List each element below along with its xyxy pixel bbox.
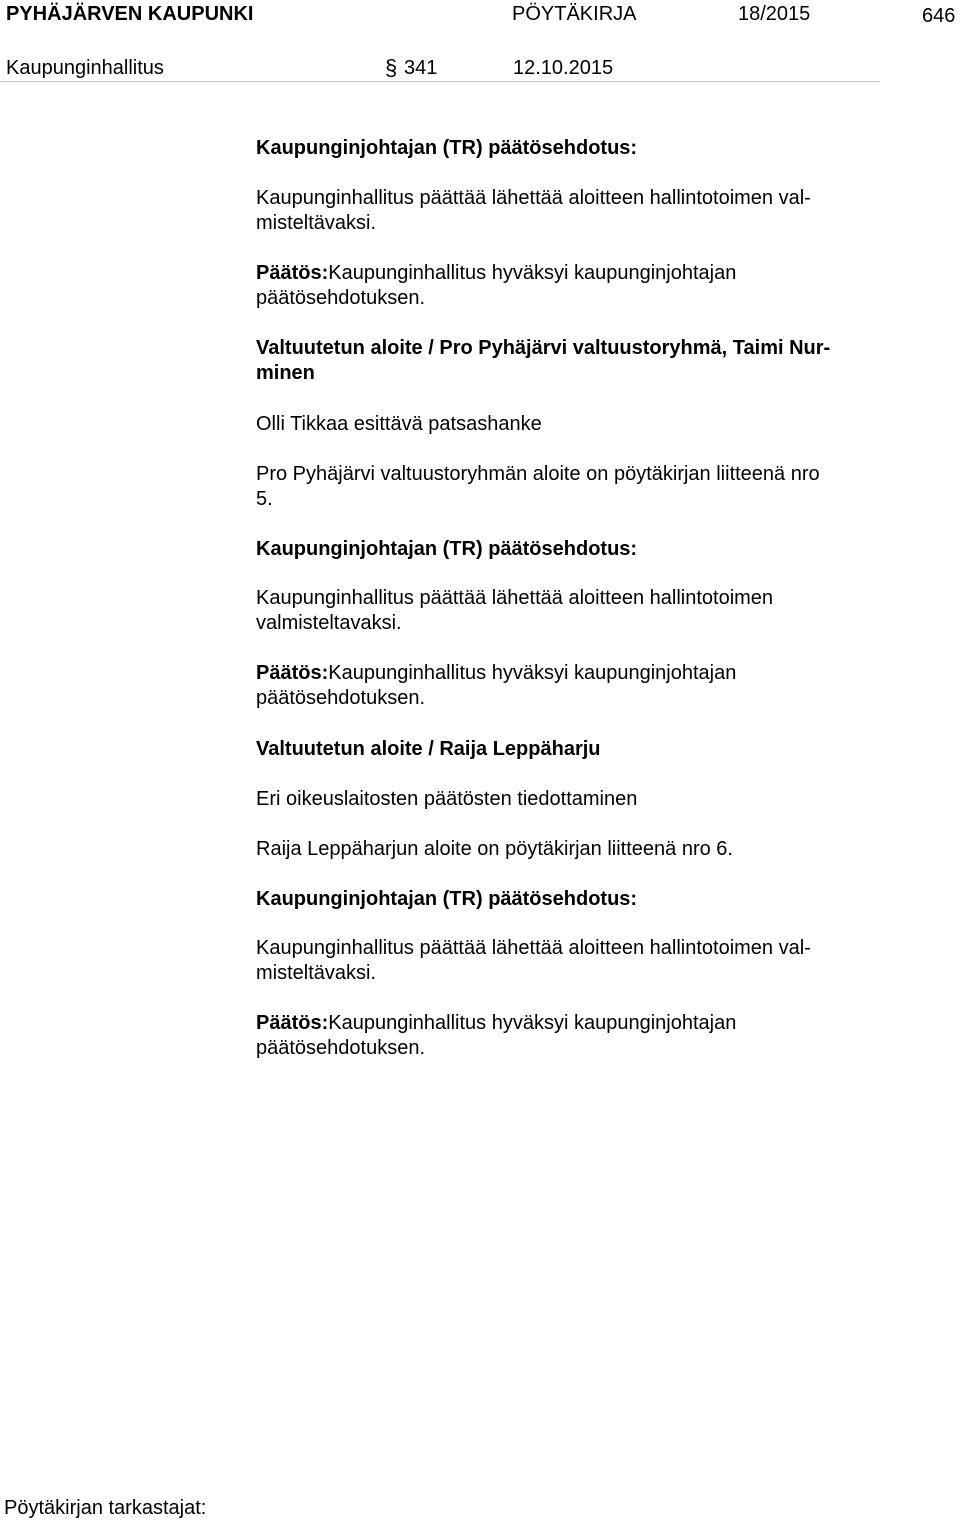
document-type: PÖYTÄKIRJA	[512, 3, 637, 25]
decision-label: Päätös:	[256, 262, 329, 284]
attachment-note-line: Pro Pyhäjärvi valtuustoryhmän aloite on pöytäkirjan liitteenä nro	[256, 463, 820, 485]
initiative-title: Valtuutetun aloite / Raija Leppäharju	[256, 738, 601, 760]
proposal-text	[256, 586, 866, 636]
decision-text: päätösehdotuksen.	[256, 687, 426, 709]
initiative-title-line: minen	[256, 362, 315, 384]
proposal-text	[256, 186, 866, 236]
meeting-date: 12.10.2015	[513, 57, 614, 79]
document-number: 18/2015	[738, 3, 811, 25]
decision-label: Päätös:	[256, 662, 329, 684]
attachment-note-line: 5.	[256, 488, 273, 510]
section-number: 341	[404, 57, 438, 79]
section-symbol: §	[385, 55, 398, 80]
attachment-note: Raija Leppäharjun aloite on pöytäkirjan liitteenä nro 6.	[256, 838, 733, 860]
decision-text: Kaupunginhallitus hyväksyi kaupunginjohtajan	[328, 662, 737, 684]
reviewers-label: Pöytäkirjan tarkastajat:	[4, 1497, 207, 1519]
decision-block	[256, 1011, 866, 1061]
page-number: 646	[922, 5, 956, 27]
decision-text: Kaupunginhallitus hyväksyi kaupunginjohtajan	[328, 262, 737, 284]
header-divider	[0, 81, 880, 82]
decision-label: Päätös:	[256, 1012, 329, 1034]
initiative-title-line: Valtuutetun aloite / Pro Pyhäjärvi valtuustoryhmä, Taimi Nur-	[256, 337, 831, 359]
proposal-heading: Kaupunginjohtajan (TR) päätösehdotus:	[256, 888, 638, 910]
body-name: Kaupunginhallitus	[6, 57, 164, 79]
organization-name: PYHÄJÄRVEN KAUPUNKI	[6, 3, 254, 25]
initiative-subject: Olli Tikkaa esittävä patsashanke	[256, 413, 542, 435]
decision-block	[256, 661, 866, 711]
proposal-heading: Kaupunginjohtajan (TR) päätösehdotus:	[256, 538, 638, 560]
proposal-text-line: valmisteltavaksi.	[256, 612, 402, 634]
decision-text: Kaupunginhallitus hyväksyi kaupunginjohtajan	[328, 1012, 737, 1034]
proposal-heading: Kaupunginjohtajan (TR) päätösehdotus:	[256, 137, 638, 159]
initiative-subject: Eri oikeuslaitosten päätösten tiedottaminen	[256, 788, 638, 810]
proposal-text-line: Kaupunginhallitus päättää lähettää aloitteen hallintotoimen	[256, 587, 774, 609]
decision-block	[256, 261, 866, 311]
proposal-text-line: Kaupunginhallitus päättää lähettää aloitteen hallintotoimen val-	[256, 187, 811, 209]
proposal-text-line: misteltävaksi.	[256, 212, 377, 234]
proposal-text-line: Kaupunginhallitus päättää lähettää aloitteen hallintotoimen val-	[256, 937, 811, 959]
decision-text: päätösehdotuksen.	[256, 1037, 426, 1059]
decision-text: päätösehdotuksen.	[256, 287, 426, 309]
initiative-title	[256, 336, 866, 386]
proposal-text-line: misteltävaksi.	[256, 962, 377, 984]
attachment-note	[256, 462, 866, 512]
proposal-text	[256, 936, 866, 986]
